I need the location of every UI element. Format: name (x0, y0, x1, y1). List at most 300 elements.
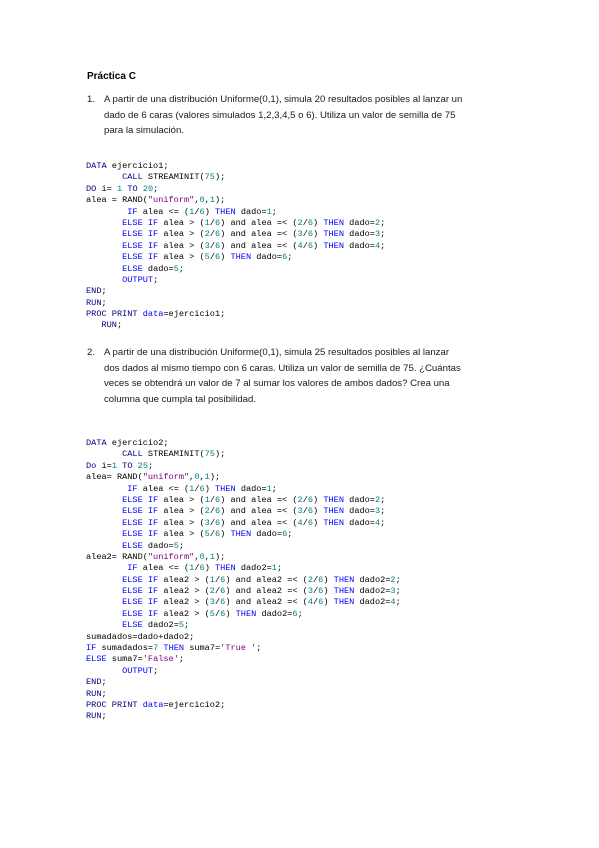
code-token: ) (204, 206, 216, 217)
code-token: ; (276, 563, 283, 574)
code-token: ; (101, 297, 107, 308)
code-token: / (209, 240, 215, 251)
code-line (86, 218, 385, 229)
code-token: 'True ' (220, 643, 257, 654)
code-token: 25 (137, 460, 148, 471)
code-token: dado= (142, 540, 174, 551)
code-token: alea <= ( (137, 206, 190, 217)
code-token: alea > ( (158, 229, 205, 240)
code-token (86, 449, 122, 459)
code-token: THEN (230, 529, 252, 540)
code-token: 5 (204, 252, 210, 263)
code-token: ) (313, 506, 324, 517)
code-token: / (313, 574, 319, 585)
code-token: ) and alea2 =< ( (225, 597, 308, 608)
code-token: ; (380, 506, 386, 517)
code-token: dado= (142, 263, 174, 274)
code-token: / (209, 529, 215, 540)
code-token: 3 (209, 597, 215, 608)
code-token: 6 (318, 574, 324, 585)
code-token: / (194, 483, 200, 494)
code-token: 5 (173, 263, 179, 274)
code-token: ); (214, 172, 226, 183)
code-token: Do (86, 460, 97, 471)
code-token: , (204, 195, 210, 206)
code-token: ; (287, 529, 293, 540)
code-line (86, 275, 385, 286)
code-line (86, 632, 401, 643)
code-line (86, 518, 401, 529)
page-title: Práctica C (87, 71, 136, 82)
code-token: 4 (390, 597, 396, 608)
code-line (86, 229, 385, 240)
code-token: i= (96, 183, 117, 194)
code-line (86, 320, 385, 331)
code-token: suma7= (106, 654, 143, 665)
code-token: 6 (307, 229, 314, 240)
code-token: 6 (307, 494, 314, 505)
code-token: 3 (297, 229, 303, 240)
code-token: alea2= RAND( (86, 551, 148, 562)
code-token: 1 (189, 563, 195, 574)
code-token: ; (153, 183, 159, 194)
code-token: OUTPUT (122, 274, 154, 285)
code-line (86, 677, 401, 688)
code-line (86, 529, 401, 540)
code-token: 6 (307, 240, 314, 251)
code-token: 6 (282, 252, 288, 263)
code-token: dado= (344, 217, 375, 228)
code-token: ejercicio1; (106, 161, 169, 171)
code-line (86, 449, 401, 460)
code-token: ELSE IF (122, 240, 159, 251)
code-token: ) (225, 608, 236, 619)
code-token: dado= (344, 494, 375, 505)
code-token: ) and alea =< ( (220, 229, 298, 240)
code-token: IF (86, 643, 97, 654)
code-token (86, 620, 122, 630)
code-token: 20 (142, 183, 154, 194)
code-token: ; (101, 286, 107, 297)
exercise-1-number: 1. (87, 94, 96, 105)
code-token: 6 (214, 517, 221, 528)
code-token (86, 609, 122, 619)
code-token: DATA (86, 438, 107, 448)
code-token: CALL (122, 449, 143, 460)
code-line (86, 207, 385, 218)
code-token: alea = RAND( (86, 195, 148, 206)
code-token: ; (147, 460, 154, 471)
exercise-1-statement (87, 92, 517, 139)
code-token: THEN (333, 574, 355, 585)
code-token: 6 (292, 608, 298, 619)
code-line (86, 461, 401, 472)
code-token: RUN (86, 711, 102, 722)
code-line (86, 252, 385, 263)
code-token: alea > ( (158, 494, 205, 505)
code-token: ) (313, 517, 324, 528)
code-line (86, 643, 401, 654)
code-block-exercise-2 (86, 438, 401, 723)
exercise-1-line: para la simulación. (104, 125, 184, 136)
code-token: dado= (251, 529, 283, 540)
exercise-1-line: dado de 6 caras (valores simulados 1,2,3,4,5 o 6). Utiliza un valor de semilla de 75 (104, 109, 456, 121)
code-token: ; (101, 711, 107, 722)
code-token: THEN (333, 597, 355, 608)
code-token: 3 (307, 586, 313, 597)
code-token: i= (96, 460, 112, 471)
code-token (86, 172, 122, 182)
code-token: sumadados= (96, 643, 154, 654)
code-token: data (142, 699, 164, 710)
code-token: ELSE IF (122, 229, 159, 240)
code-token: ; (380, 229, 386, 240)
code-token: ; (287, 252, 293, 263)
code-token: , (189, 472, 195, 483)
code-line (86, 495, 401, 506)
code-line (86, 484, 401, 495)
code-token: ) (313, 494, 324, 505)
code-token: ) and alea =< ( (220, 506, 298, 517)
code-token: CALL (122, 172, 143, 183)
code-token: 6 (318, 597, 324, 608)
code-line (86, 241, 385, 252)
code-token (86, 666, 122, 676)
code-token: ; (153, 665, 159, 676)
code-token: 4 (374, 240, 381, 251)
code-line (86, 161, 385, 172)
code-token: ; (178, 654, 185, 665)
code-token: 6 (214, 494, 221, 505)
code-token: THEN (215, 206, 236, 217)
code-token: 6 (282, 529, 288, 540)
code-line (86, 711, 401, 722)
code-token (86, 506, 122, 516)
code-token: "uniform" (147, 195, 195, 206)
code-token: 4 (374, 517, 381, 528)
code-line (86, 563, 401, 574)
code-token: dado2= (354, 597, 391, 608)
code-token: 2 (374, 217, 381, 228)
code-token: ) (204, 563, 216, 574)
code-token: suma7= (184, 643, 221, 654)
code-token: IF (127, 483, 138, 494)
code-token: 6 (220, 586, 226, 597)
code-token: dado= (344, 506, 375, 517)
code-token: ; (395, 586, 401, 597)
code-token (86, 229, 122, 239)
code-token (86, 518, 122, 528)
code-token: / (302, 494, 308, 505)
code-token: ; (380, 517, 386, 528)
code-token: TO (122, 460, 133, 471)
code-token: ; (297, 608, 303, 619)
code-token: 2 (204, 229, 210, 240)
code-token: DATA (86, 161, 107, 171)
code-token: ELSE IF (122, 586, 159, 597)
code-token: 0 (199, 551, 205, 562)
code-token: RUN (101, 320, 117, 331)
code-token: ELSE (122, 540, 143, 551)
code-token: THEN (230, 252, 252, 263)
code-token: , (204, 551, 210, 562)
code-token: 2 (390, 574, 396, 585)
code-token: 4 (297, 517, 303, 528)
code-token: ELSE IF (122, 252, 159, 263)
code-token: / (194, 206, 200, 217)
code-token: 6 (307, 506, 314, 517)
code-token: ) (313, 229, 324, 240)
code-token: 1 (189, 206, 195, 217)
exercise-2-statement (87, 345, 517, 407)
code-token: 1 (116, 183, 123, 194)
code-token: / (214, 574, 221, 585)
code-token: ; (395, 574, 401, 585)
code-token: 2 (307, 574, 313, 585)
code-token: 1 (266, 483, 272, 494)
code-token: / (302, 229, 308, 240)
code-token: 6 (220, 597, 226, 608)
code-token: / (194, 563, 200, 574)
code-token: dado2= (256, 608, 293, 619)
code-token: ; (101, 677, 107, 688)
code-token: dado= (235, 206, 267, 217)
code-token: TO (127, 183, 138, 194)
code-token (86, 563, 127, 573)
code-line (86, 575, 401, 586)
code-token: THEN (215, 563, 236, 574)
exercise-2-line: A partir de una distribución Uniforme(0,1), simula 25 resultados posibles al lanzar (104, 347, 450, 358)
code-token: ELSE IF (122, 574, 159, 585)
code-token: ; (395, 597, 401, 608)
code-token: DO (86, 183, 97, 194)
code-token: 1 (189, 483, 195, 494)
code-token: ejercicio2; (106, 438, 169, 448)
code-token: ELSE IF (122, 217, 159, 228)
code-token: "uniform" (147, 551, 195, 562)
code-token: 6 (318, 586, 324, 597)
code-token: / (209, 517, 215, 528)
code-token: ; (101, 688, 107, 699)
code-token: THEN (323, 240, 344, 251)
code-token: 1 (209, 574, 215, 585)
code-line (86, 195, 385, 206)
code-token: 'False' (142, 654, 179, 665)
code-line (86, 620, 401, 631)
code-token: ; (380, 494, 386, 505)
code-token: THEN (323, 517, 344, 528)
code-token: RUN (86, 297, 102, 308)
code-line (86, 609, 401, 620)
code-token: 75 (204, 449, 215, 460)
code-token: ) and alea2 =< ( (225, 586, 308, 597)
code-token: =ejercicio1; (163, 309, 226, 320)
code-line (86, 172, 385, 183)
code-token: 1 (204, 472, 210, 483)
code-token: alea <= ( (137, 483, 190, 494)
code-token: 1 (204, 217, 210, 228)
code-token: / (302, 517, 308, 528)
code-token: ELSE (122, 620, 143, 631)
code-token (86, 575, 122, 585)
code-token: ) (220, 252, 231, 263)
code-token: 75 (204, 172, 215, 183)
code-token: / (209, 506, 215, 517)
code-line (86, 286, 385, 297)
code-token: 0 (194, 472, 200, 483)
code-token (86, 218, 122, 228)
code-token: 4 (307, 597, 313, 608)
code-token: 1 (209, 195, 215, 206)
code-token (86, 252, 122, 262)
code-token (86, 597, 122, 607)
code-token: OUTPUT (122, 665, 154, 676)
code-token: alea > ( (158, 529, 205, 540)
code-token: alea2 > ( (158, 597, 210, 608)
code-token: alea2 > ( (158, 608, 210, 619)
code-token: dado= (235, 483, 267, 494)
code-token: ); (209, 472, 221, 483)
code-token: alea > ( (158, 240, 205, 251)
exercise-2-line: columna que cumpla tal posibilidad. (104, 393, 256, 405)
code-token (86, 495, 122, 505)
code-token: ELSE (86, 654, 107, 665)
code-token: 6 (214, 529, 221, 540)
exercise-2-line: veces se obtendrá un valor de 7 al sumar los valores de ambos dados? Crea una (104, 378, 450, 389)
code-token (86, 275, 122, 285)
code-token: 6 (214, 252, 221, 263)
code-token: 5 (173, 540, 179, 551)
code-token: ) (323, 574, 334, 585)
code-line (86, 264, 385, 275)
code-token: 5 (178, 620, 185, 631)
code-token (86, 241, 122, 251)
code-token: / (214, 597, 221, 608)
code-line (86, 438, 401, 449)
code-token: ELSE IF (122, 529, 159, 540)
code-token: dado2= (235, 563, 272, 574)
code-token: 6 (214, 229, 221, 240)
code-token: THEN (323, 506, 344, 517)
code-token: THEN (323, 217, 344, 228)
code-token: 6 (199, 206, 205, 217)
code-token: / (302, 217, 308, 228)
code-token: 2 (297, 494, 303, 505)
code-line (86, 309, 385, 320)
code-token: alea2 > ( (158, 586, 210, 597)
code-token: ; (271, 206, 277, 217)
code-token: dado= (344, 517, 375, 528)
code-token: PROC PRINT (86, 699, 138, 710)
code-token: ); (214, 449, 226, 460)
code-token: 6 (307, 517, 314, 528)
code-token: THEN (323, 229, 344, 240)
code-token (86, 320, 101, 330)
code-token: ) and alea =< ( (220, 494, 298, 505)
code-token: 2 (374, 494, 381, 505)
code-token: PROC PRINT (86, 309, 138, 320)
code-token: ELSE IF (122, 608, 159, 619)
code-token: 2 (209, 586, 215, 597)
code-token: 2 (297, 217, 303, 228)
code-token: STREAMINIT( (142, 172, 205, 183)
code-token: / (209, 217, 215, 228)
code-token: RUN (86, 688, 102, 699)
code-token: 5 (209, 608, 215, 619)
code-token: =ejercicio2; (163, 699, 226, 710)
code-token: 2 (204, 506, 210, 517)
code-token: ) and alea =< ( (220, 240, 298, 251)
code-token: / (209, 229, 215, 240)
code-token: dado2= (354, 574, 391, 585)
code-token: 1 (271, 563, 277, 574)
code-token: ) (323, 586, 334, 597)
code-token (86, 586, 122, 596)
code-token: ; (178, 540, 185, 551)
exercise-2-number: 2. (87, 347, 96, 358)
code-token: , (199, 472, 205, 483)
code-token: , (194, 551, 200, 562)
code-token (86, 541, 122, 551)
code-token: , (194, 195, 200, 206)
code-token: STREAMINIT( (142, 449, 205, 460)
code-token: ) (220, 529, 231, 540)
code-token (86, 207, 127, 217)
code-line (86, 472, 401, 483)
code-token: ELSE (122, 263, 143, 274)
code-token: dado2= (354, 586, 391, 597)
code-token: / (214, 586, 221, 597)
code-token: 6 (307, 217, 314, 228)
code-token: / (313, 597, 319, 608)
code-token: 6 (214, 217, 221, 228)
code-token: 3 (297, 506, 303, 517)
code-token: dado2= (142, 620, 179, 631)
code-token: ; (256, 643, 262, 654)
code-token: dado= (251, 252, 283, 263)
code-line (86, 506, 401, 517)
code-token (86, 529, 122, 539)
code-token: THEN (323, 494, 344, 505)
code-line (86, 689, 401, 700)
code-token: ) (313, 217, 324, 228)
code-token: 0 (199, 195, 205, 206)
code-token: alea > ( (158, 217, 205, 228)
code-token: 6 (199, 483, 205, 494)
code-token: ) (204, 483, 216, 494)
code-token: THEN (163, 643, 185, 654)
code-token: / (209, 494, 215, 505)
code-token: "uniform" (142, 472, 190, 483)
code-token: alea <= ( (137, 563, 190, 574)
code-token: ; (271, 483, 277, 494)
code-token: END (86, 286, 102, 297)
code-token: ; (116, 320, 123, 331)
code-token: ) (323, 597, 334, 608)
code-line (86, 666, 401, 677)
code-token: 6 (220, 608, 226, 619)
code-token: alea > ( (158, 517, 205, 528)
code-token: 3 (374, 229, 381, 240)
code-token: ) and alea2 =< ( (225, 574, 308, 585)
code-token: ; (380, 240, 386, 251)
code-token: 4 (297, 240, 303, 251)
code-token: / (302, 506, 308, 517)
code-token: ; (178, 263, 185, 274)
code-token: 6 (214, 240, 221, 251)
code-token: ) (313, 240, 324, 251)
code-token: alea > ( (158, 252, 205, 263)
